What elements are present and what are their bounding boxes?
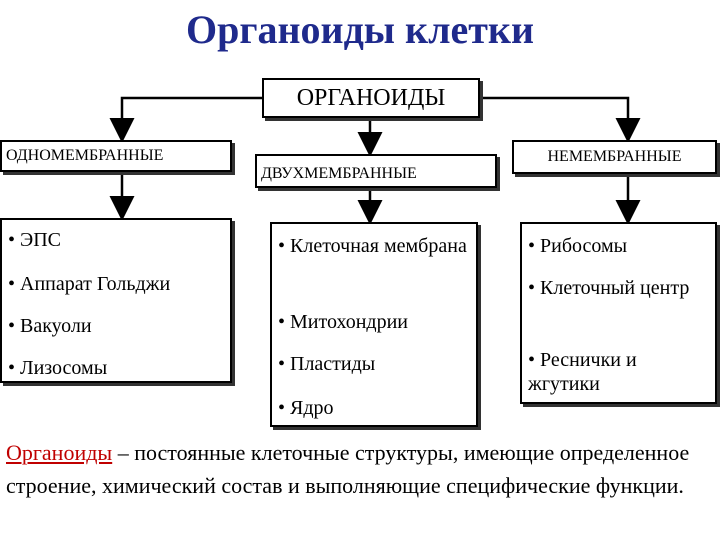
list-item: • Реснички и жгутики	[528, 349, 637, 395]
definition-term: Органоиды	[6, 440, 113, 465]
list-item: • Вакуоли	[8, 315, 92, 337]
arrow-root-to-right	[480, 98, 628, 138]
list-item: • Клеточная мембрана	[278, 235, 467, 257]
heading-label: НЕМЕМБРАННЫЕ	[547, 148, 682, 165]
definition-text	[6, 436, 716, 502]
arrow-root-to-left	[122, 98, 262, 138]
list-item: • Аппарат Гольджи	[8, 273, 171, 295]
heading-double-membrane	[255, 154, 497, 188]
heading-non-membrane	[512, 140, 717, 174]
heading-label: ОДНОМЕМБРАННЫЕ	[6, 147, 164, 164]
heading-label: ДВУХМЕМБРАННЫЕ	[261, 165, 417, 182]
list-non-membrane	[520, 222, 717, 404]
root-box	[262, 78, 480, 118]
list-item: • Ядро	[278, 397, 334, 419]
definition-body: – постоянные клеточные структуры, имеющие определенное строение, химический состав и выполняющие специфические функции.	[6, 440, 690, 498]
list-single-membrane	[0, 218, 232, 383]
list-item: • Клеточный центр	[528, 277, 690, 299]
list-double-membrane	[270, 222, 478, 427]
list-item: • Лизосомы	[8, 357, 108, 379]
list-item: • Пластиды	[278, 353, 376, 375]
root-label: ОРГАНОИДЫ	[296, 84, 446, 111]
list-item: • Митохондрии	[278, 311, 408, 333]
list-item: • Рибосомы	[528, 235, 628, 257]
page-title: Органоиды клетки	[185, 7, 535, 52]
heading-single-membrane	[0, 140, 232, 172]
list-item: • ЭПС	[8, 229, 61, 251]
